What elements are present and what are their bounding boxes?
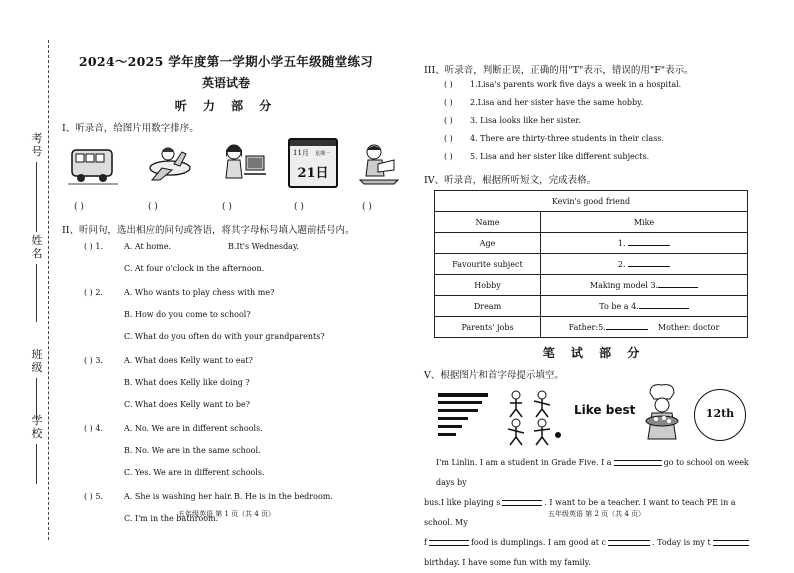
row-label-dream: Dream <box>435 296 541 317</box>
answer-paren-1[interactable]: ( ) <box>74 202 84 212</box>
sports-picture <box>504 387 566 447</box>
passage-text: . Today is my t <box>652 538 711 547</box>
table-row <box>435 254 748 275</box>
row-value-hobby: Making model 3. <box>589 281 659 290</box>
answer-blank-5[interactable] <box>606 322 648 330</box>
row-value-father: Father:5. <box>568 323 606 332</box>
table-row <box>435 317 748 338</box>
bus-picture <box>68 138 118 188</box>
calendar-picture <box>288 138 338 188</box>
question-3-items <box>424 80 764 172</box>
q3-item-2-paren[interactable]: ( ) <box>444 98 453 107</box>
row-value-dream-cell <box>541 296 748 317</box>
question-2-heading: II、听问句，选出相应的问句或答语，将其字母标号填入题前括号内。 <box>62 225 355 236</box>
table-row <box>435 212 748 233</box>
row-label-subject: Favourite subject <box>435 254 541 275</box>
passage-text: bus.I like playing s <box>424 498 501 507</box>
answer-blank-3[interactable] <box>658 280 698 288</box>
q3-item-5-paren[interactable]: ( ) <box>444 152 453 161</box>
q2-item-1-option-c: C. At four o'clock in the afternoon. <box>124 264 265 273</box>
writing-section-title: 笔 试 部 分 <box>542 346 646 360</box>
row-value-subject-cell <box>541 254 748 275</box>
answer-blank-f[interactable] <box>429 540 469 546</box>
passage-line-4: birthday. I have some fun with my family. <box>424 558 591 567</box>
birthday-badge: 12th <box>694 389 746 441</box>
row-label-parents: Parents' jobs <box>435 317 541 338</box>
q3-item-4-text: 4. There are thirty-three students in their class. <box>470 134 664 143</box>
q2-item-2-option-a: A. Who wants to play chess with me? <box>124 288 275 297</box>
stack-picture <box>436 391 496 445</box>
answer-blank-t[interactable] <box>713 540 749 546</box>
q2-item-3-option-c: C. What does Kelly want to be? <box>124 400 251 409</box>
row-value-dream: To be a 4. <box>599 302 639 311</box>
calendar-header <box>290 148 336 158</box>
kevin-friend-table <box>434 190 748 338</box>
question-1-heading: I、听录音，给图片用数字排序。 <box>62 123 199 134</box>
q3-item-5-text: 5. Lisa and her sister like different subjects. <box>470 152 650 161</box>
answer-paren-4[interactable]: ( ) <box>294 202 304 212</box>
q2-item-5-option-c: C. I'm in the bathroom. <box>124 514 219 523</box>
question-5-pictures <box>424 383 764 449</box>
passage-text: f <box>424 538 427 547</box>
table-row <box>435 233 748 254</box>
row-value-name: Mike <box>541 212 748 233</box>
question-5-heading: V、根据图片和首字母提示填空。 <box>424 370 564 381</box>
question-1-pictures <box>62 138 390 194</box>
row-value-subject: 2. <box>617 260 626 269</box>
calendar-rings <box>290 140 336 146</box>
calendar-day: 21日 <box>297 166 329 181</box>
q3-item-4-paren[interactable]: ( ) <box>444 134 453 143</box>
school-line <box>36 444 37 484</box>
table-row <box>435 275 748 296</box>
passage-text: go to school on week days by <box>436 458 749 487</box>
question-1-answer-row <box>62 202 390 216</box>
binding-label-name: 姓名 <box>31 234 43 260</box>
left-page-footer: 五年级英语 第 1 页（共 4 页） <box>178 510 276 518</box>
right-page-footer: 五年级英语 第 2 页（共 4 页） <box>548 510 646 518</box>
q2-item-3-number[interactable]: ( ) 3. <box>84 356 103 365</box>
right-page <box>424 52 764 573</box>
passage-text: food is dumplings. I am good at c <box>470 538 607 547</box>
q2-item-2-option-c: C. What do you often do with your grandparents? <box>124 332 325 341</box>
table-row <box>435 191 748 212</box>
plane-picture <box>144 138 194 188</box>
row-value-parents-cell <box>541 317 748 338</box>
answer-blank-4[interactable] <box>639 301 689 309</box>
row-label-age: Age <box>435 233 541 254</box>
passage-line-1 <box>436 453 762 493</box>
q2-item-4-number[interactable]: ( ) 4. <box>84 424 103 433</box>
question-4-heading: IV、听录音，根据所听短文，完成表格。 <box>424 175 597 186</box>
q2-item-4-option-c: C. Yes. We are in different schools. <box>124 468 265 477</box>
q3-item-3-text: 3. Lisa looks like her sister. <box>470 116 581 125</box>
exam-subtitle: 英语试卷 <box>201 76 250 90</box>
passage-text: I'm Linlin. I am a student in Grade Five. I a <box>436 458 612 467</box>
q2-item-1-option-a: A. At home. <box>124 242 172 251</box>
binding-label-school: 学校 <box>31 414 43 440</box>
left-page <box>62 52 390 522</box>
question-2-items <box>62 242 390 522</box>
row-value-mother: Mother: doctor <box>657 323 720 332</box>
answer-paren-3[interactable]: ( ) <box>222 202 232 212</box>
exam-title: 2024～2025 学年度第一学期小学五年级随堂练习 <box>78 54 374 69</box>
fold-line <box>48 40 49 540</box>
answer-blank-c[interactable] <box>608 540 650 546</box>
answer-blank-a[interactable] <box>614 460 662 466</box>
answer-blank-2[interactable] <box>628 259 670 267</box>
passage-text: . I want to be a teacher. I want to teach PE in a school. My <box>424 498 736 527</box>
q2-item-5-option-a: A. She is washing her hair. <box>124 492 233 501</box>
row-label-name: Name <box>435 212 541 233</box>
passage-line-3 <box>424 533 762 553</box>
q2-item-1-option-b: B.It's Wednesday. <box>228 242 299 251</box>
q2-item-2-option-b: B. How do you come to school? <box>124 310 251 319</box>
q3-item-3-paren[interactable]: ( ) <box>444 116 453 125</box>
like-best-label: Like best <box>574 403 636 417</box>
row-value-age-cell <box>541 233 748 254</box>
q3-item-1-paren[interactable]: ( ) <box>444 80 453 89</box>
q2-item-5-number[interactable]: ( ) 5. <box>84 492 103 501</box>
chef-picture <box>636 383 688 445</box>
row-value-hobby-cell <box>541 275 748 296</box>
row-label-hobby: Hobby <box>435 275 541 296</box>
q2-item-1-number[interactable]: ( ) 1. <box>84 242 103 251</box>
answer-paren-2[interactable]: ( ) <box>148 202 158 212</box>
answer-blank-s[interactable] <box>502 500 542 506</box>
computer-picture <box>218 138 268 188</box>
question-3-heading: III、听录音，判断正误，正确的用"T"表示，错误的用"F"表示。 <box>424 65 694 76</box>
q3-item-2-text: 2.Lisa and her sister have the same hobby. <box>470 98 644 107</box>
q2-item-3-option-a: A. What does Kelly want to eat? <box>124 356 253 365</box>
row-value-age: 1. <box>617 239 626 248</box>
q2-item-4-option-b: B. No. We are in the same school. <box>124 446 261 455</box>
answer-paren-5[interactable]: ( ) <box>362 202 372 212</box>
q2-item-5-option-b: B. He is in the bedroom. <box>234 492 333 501</box>
listening-section-title: 听 力 部 分 <box>174 99 278 113</box>
reading-picture <box>354 138 404 188</box>
q2-item-4-option-a: A. No. We are in different schools. <box>124 424 263 433</box>
q2-item-3-option-b: B. What does Kelly like doing ? <box>124 378 250 387</box>
name-line <box>36 264 37 322</box>
q2-item-2-number[interactable]: ( ) 2. <box>84 288 103 297</box>
exam-number-line <box>36 162 37 232</box>
answer-blank-1[interactable] <box>628 238 670 246</box>
q3-item-1-text: 1.Lisa's parents work five days a week in a hospital. <box>470 80 682 89</box>
calendar-week: 星期一 <box>315 151 331 157</box>
calendar-month: 11月 <box>293 149 309 157</box>
table-title-cell: Kevin's good friend <box>435 191 748 212</box>
binding-label-class: 班级 <box>31 348 43 374</box>
binding-label-exam-number: 考号 <box>31 132 43 158</box>
table-row <box>435 296 748 317</box>
